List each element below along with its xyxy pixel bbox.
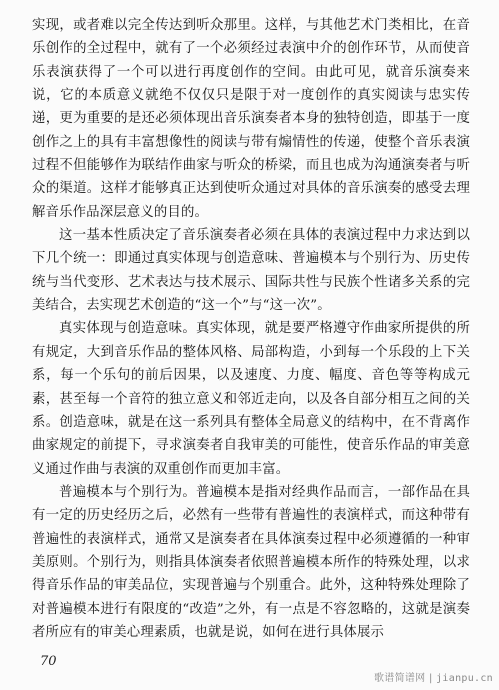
paragraph-3: 真实体现与创造意味。真实体现，就是要严格遵守作曲家所提供的所有规定，大到音乐作品的整体风格、局部构造，小到每一个乐段的上下关系，每一个乐句的前后因果，以及速度、力度、幅度、音色等等构成元素，甚至每一个音符的独立意义和邻近走向，以及各自部分相互之间的关系。创造意味，就是在这一系列具有整体全局意义的结构中，在不背离作曲家规定的前提下，寻求演奏者自我审美的可能性，使音乐作品的审美意义通过作曲与表演的双重创作而更加丰富。 — [32, 321, 470, 477]
watermark-label: 歌谱简谱网 — [373, 673, 426, 684]
paragraph-2: 这一基本性质决定了音乐演奏者必须在具体的表演过程中力求达到以下几个统一：即通过真实体现与创造意味、普遍模本与个别行为、历史传统与当代变形、艺术表达与技术展示、国际共性与民族个性诸多关系的完美结合，去实现艺术创造的“这一个”与“这一次”。 — [32, 228, 470, 314]
body-text — [32, 14, 470, 644]
paragraph-1: 实现，或者难以完全传达到听众那里。这样，与其他艺术门类相比，在音乐创作的全过程中，就有了一个必须经过表演中介的创作环节，从而使音乐表演获得了一个可以进行再度创作的空间。由此可见，就音乐演奏来说，它的本质意义就绝不仅仅只是限于对一度创作的真实阅读与忠实传递，更为重要的是还必须体现出音乐演奏者本身的独特创造，即基于一度创作之上的具有丰富想像性的阅读与带有煽情性的传递，使整个音乐表演过程不但能够作为联结作曲家与听众的桥梁，而且也成为沟通演奏者与听众的渠道。这样才能够真正达到使听众通过对具体的音乐演奏的感受去理解音乐作品深层意义的目的。 — [32, 18, 470, 220]
watermark-url: jianpu.cn — [436, 673, 493, 684]
site-watermark — [374, 669, 493, 684]
paragraph-4: 普遍模本与个别行为。普遍模本是指对经典作品而言，一部作品在具有一定的历史经历之后，必然有一些带有普遍性的表演样式，而这种带有普遍性的表演样式，通常又是演奏者在具体演奏过程中必须遵循的一种审美原则。个别行为，则指具体演奏者依照普遍模本所作的特殊处理，以求得音乐作品的审美品位，实现普遍与个别重合。此外，这种特殊处理除了对普遍模本进行有限度的“改造”之外，有一点是不容忽略的，这就是演奏者所应有的审美心理素质，也就是说，如何在进行具体展示 — [32, 484, 470, 640]
page-number: 70 — [40, 654, 57, 669]
watermark-separator: | — [428, 673, 433, 684]
